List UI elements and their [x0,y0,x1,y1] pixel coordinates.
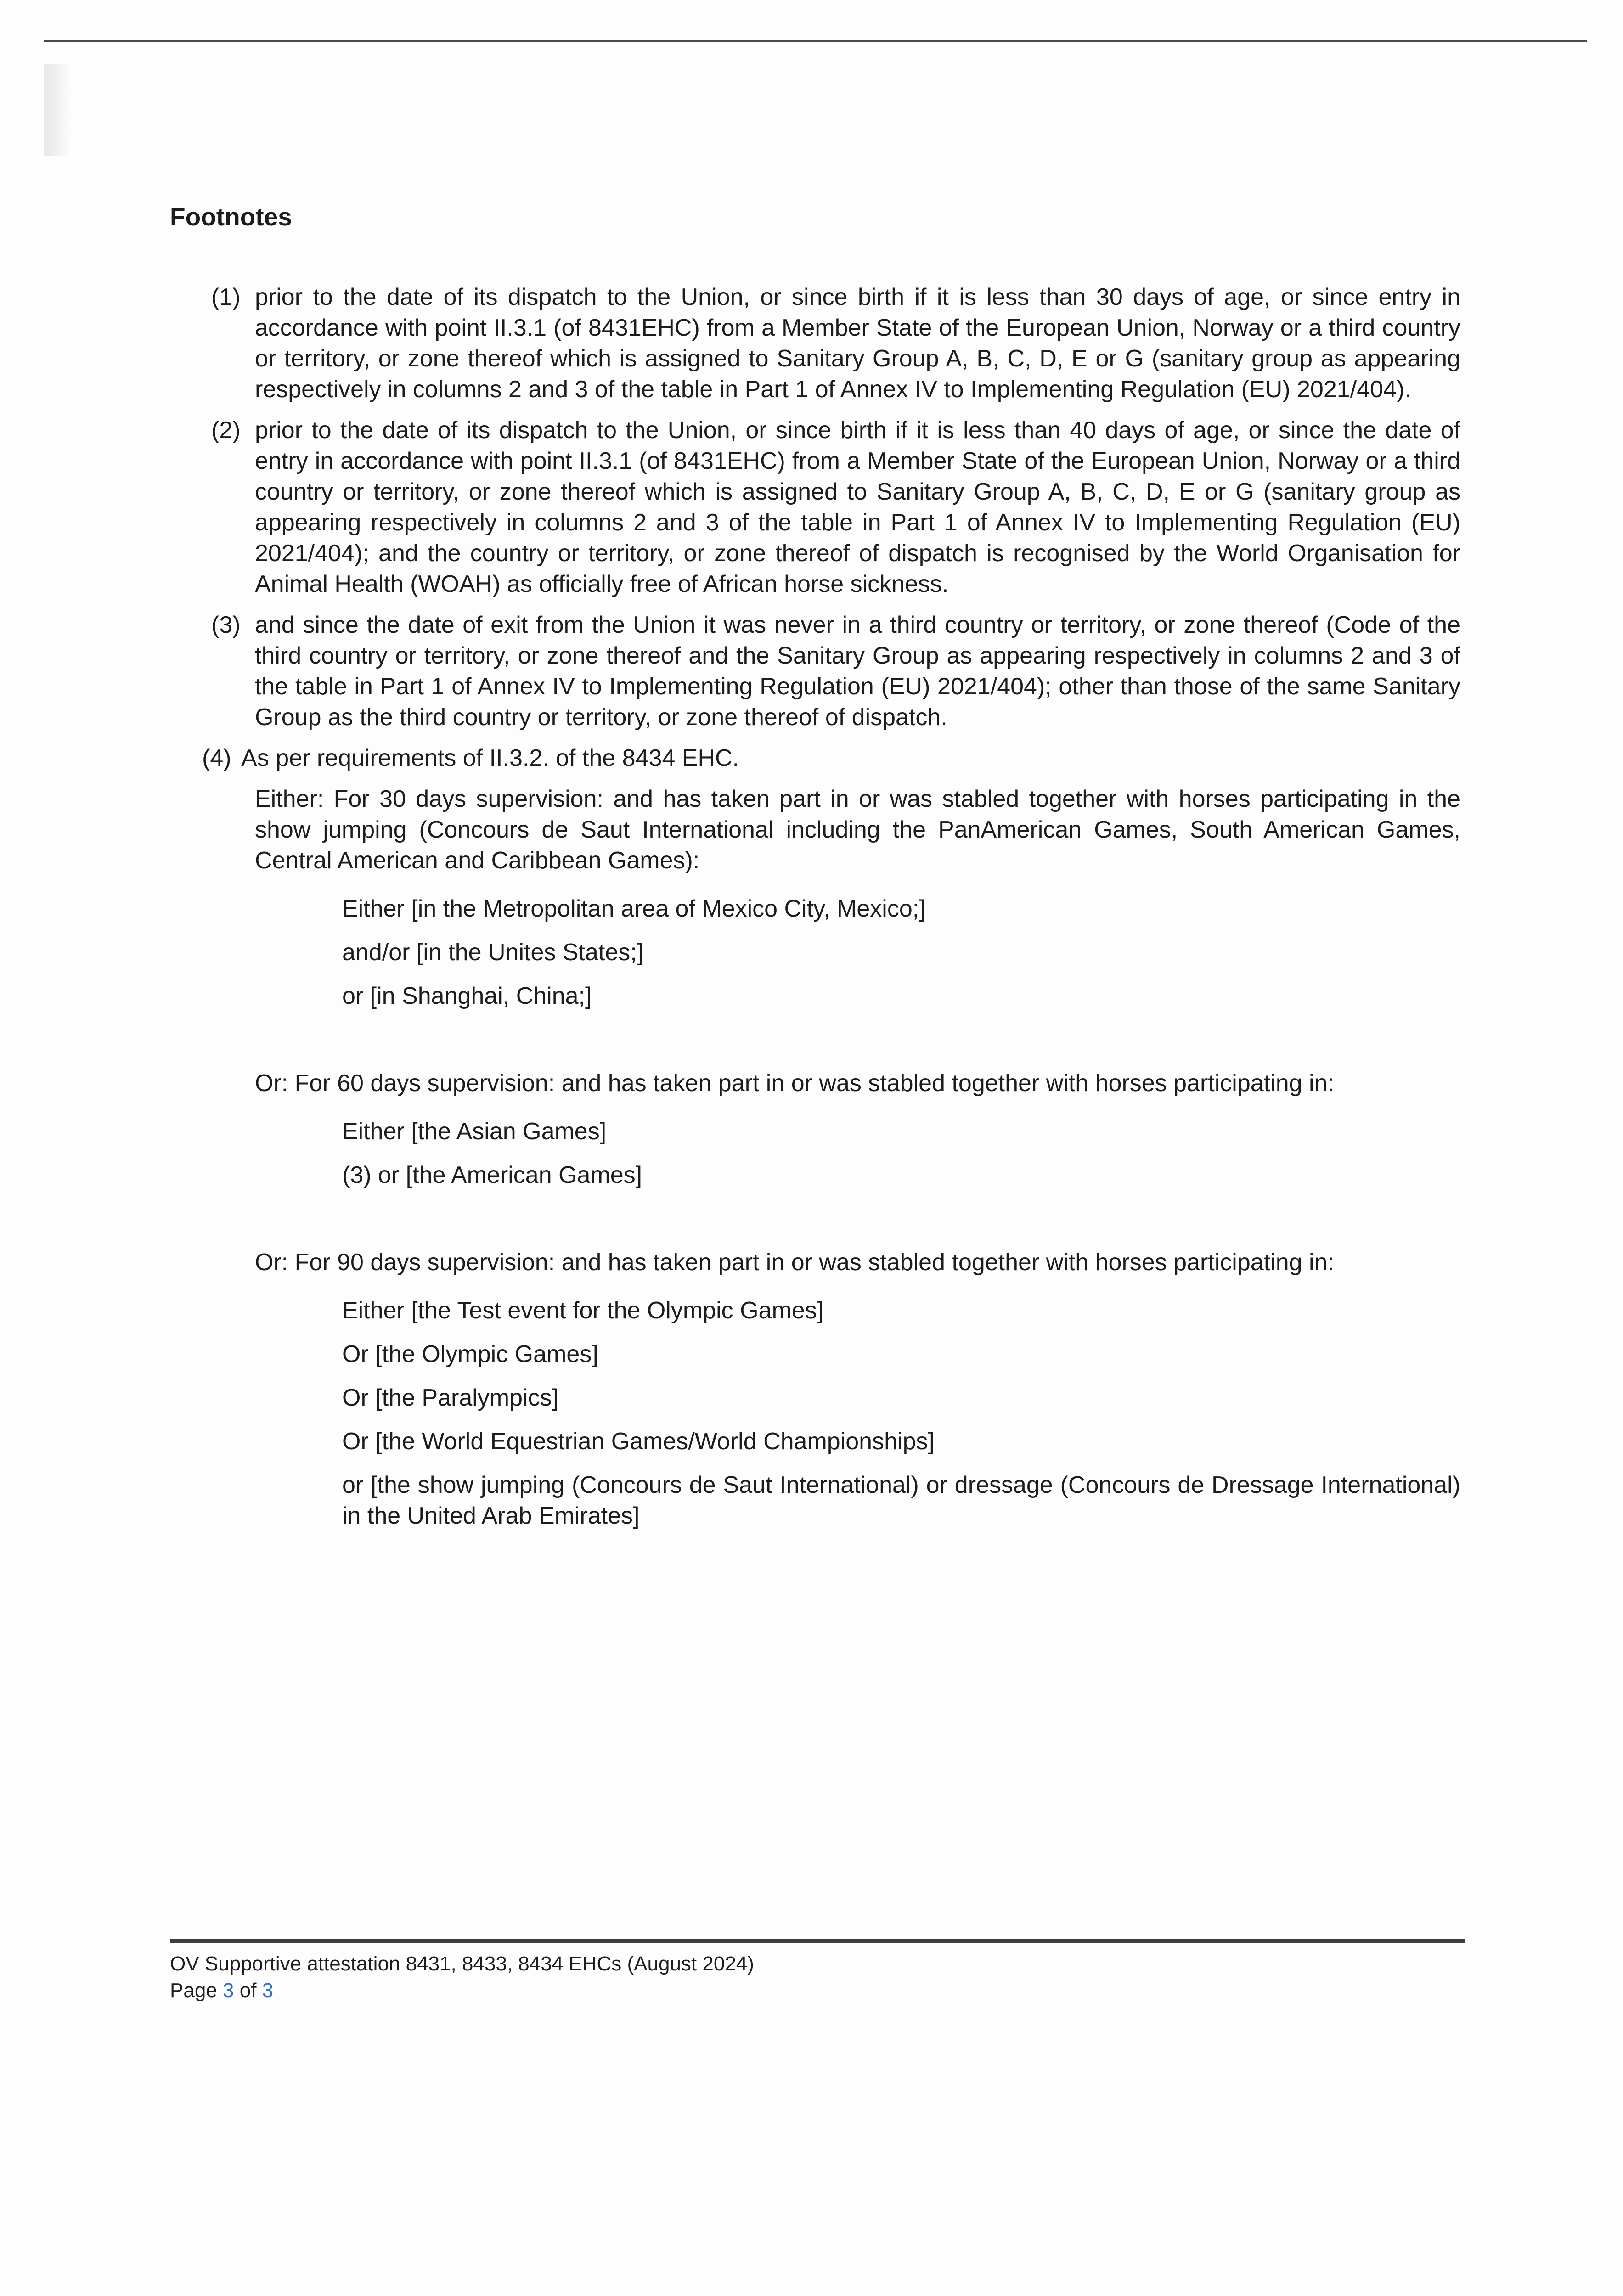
page-current: 3 [223,1979,234,2002]
document-body [170,202,1460,1544]
option-item: or [in Shanghai, China;] [342,983,592,1009]
footnote-text: and since the date of exit from the Union it was never in a third country or territory, or zone thereof (Code of the third country or territory, or zone thereof and the Sanitary Group as appearing respectively in columns 2 and 3 of the table in Part 1 of Annex IV to Implementing Regulation (EU) 2021/404); other than those of the same Sanitary Group as the third country or territory, or zone thereof of dispatch. [255,612,1460,731]
footer-rule [170,1939,1465,1943]
footnote-number: (4) [202,745,231,771]
option-item: Or [the Olympic Games] [342,1341,598,1367]
option-item: Or [the World Equestrian Games/World Championships] [342,1428,935,1455]
top-rule [44,40,1587,42]
footnote-4 [170,743,1460,774]
footnotes-heading: Footnotes [170,203,292,231]
option-item: Either [the Asian Games] [342,1118,607,1145]
footnote-1 [170,282,1460,405]
supervision-60-days-intro: Or: For 60 days supervision: and has taken part in or was stabled together with horses participating in: [255,1070,1334,1097]
option-item: or [the show jumping (Concours de Saut International) or dressage (Concours de Dressage International) in the United Arab Emirates] [342,1472,1460,1529]
page-of: of [239,1979,257,2002]
page-number [170,1977,754,2004]
option-item: Either [in the Metropolitan area of Mexico City, Mexico;] [342,895,926,922]
page-footer [170,1951,754,2004]
scan-artifact [44,64,71,156]
footer-document-title: OV Supportive attestation 8431, 8433, 8434 EHCs (August 2024) [170,1953,754,1975]
page-label: Page [170,1979,217,2002]
supervision-30-days-intro: Either: For 30 days supervision: and has taken part in or was stabled together with horses participating in the show jumping (Concours de Saut International including the PanAmerican Games, South American Games, Central American and Caribbean Games): [255,786,1460,874]
footnote-text: As per requirements of II.3.2. of the 8434 EHC. [241,745,739,771]
supervision-90-days-intro: Or: For 90 days supervision: and has taken part in or was stabled together with horses participating in: [255,1249,1334,1276]
footnote-number: (3) [211,612,241,638]
footnote-number: (2) [211,417,241,444]
footnote-3 [170,610,1460,733]
footnote-2 [170,415,1460,600]
option-item: Either [the Test event for the Olympic Games] [342,1297,824,1324]
option-item: (3) or [the American Games] [342,1162,642,1188]
option-item: Or [the Paralympics] [342,1384,559,1411]
footnote-text: prior to the date of its dispatch to the Union, or since birth if it is less than 30 days of age, or since entry in accordance with point II.3.1 (of 8431EHC) from a Member State of the European Union, Norway or a third country or territory, or zone thereof which is assigned to Sanitary Group A, B, C, D, E or G (sanitary group as appearing respectively in columns 2 and 3 of the table in Part 1 of Annex IV to Implementing Regulation (EU) 2021/404). [255,284,1460,403]
page-total: 3 [262,1979,274,2002]
option-item: and/or [in the Unites States;] [342,939,644,966]
footnote-number: (1) [211,284,241,310]
footnote-text: prior to the date of its dispatch to the Union, or since birth if it is less than 40 days of age, or since the date of entry in accordance with point II.3.1 (of 8431EHC) from a Member State of the European Union, Norway or a third country or territory, or zone thereof which is assigned to Sanitary Group A, B, C, D, E or G (sanitary group as appearing respectively in columns 2 and 3 of the table in Part 1 of Annex IV to Implementing Regulation (EU) 2021/404); and the country or territory, or zone thereof of dispatch is recognised by the World Organisation for Animal Health (WOAH) as officially free of African horse sickness. [255,417,1460,597]
